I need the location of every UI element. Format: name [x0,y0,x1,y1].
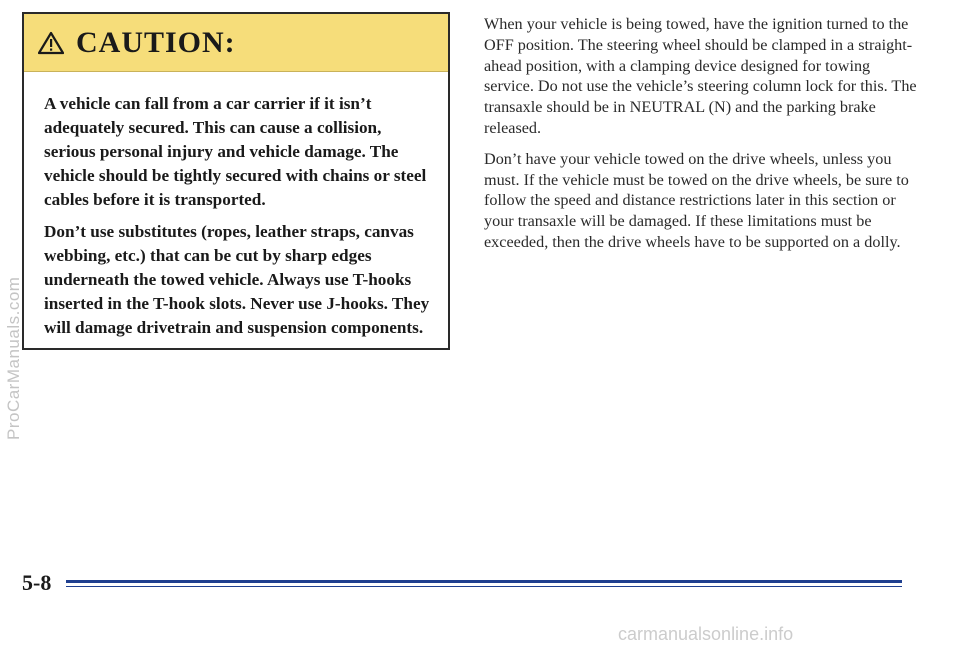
warning-triangle-icon [38,31,64,55]
caution-box [22,12,450,350]
caution-paragraph-2: Don’t use substitutes (ropes, leather straps, canvas webbing, etc.) that can be cut by sharp edges underneath the towed vehicle. Always use T-hooks inserted in the T-hook slots. Never use J-hooks. They will damage drivetrain and suspension components. [44,222,430,337]
bottom-watermark: carmanualsonline.info [618,624,794,644]
caution-title: CAUTION: [76,25,236,59]
towing-ignition-paragraph: When your vehicle is being towed, have the ignition turned to the OFF position. The steering wheel should be clamped in a straight-ahead position, with a clamping device designed for towing service. Do not use the vehicle’s steering column lock for this. The transaxle should be in NEUTRAL (N) and the parking brake released. [484,15,917,137]
side-watermark: ProCarManuals.com [4,276,23,440]
body-text-column [484,14,924,263]
caution-paragraph-1: A vehicle can fall from a car carrier if it isn’t adequately secured. This can cause a collision, serious personal injury and vehicle damage. The vehicle should be tightly secured with chains or steel cables before it is transported. [44,94,427,209]
caution-body [24,72,448,340]
footer-rule-thin [66,586,902,587]
footer-rule-thick [66,580,902,583]
page-number: 5-8 [22,570,52,595]
towing-drive-wheels-paragraph: Don’t have your vehicle towed on the drive wheels, unless you must. If the vehicle must be towed on the drive wheels, be sure to follow the speed and distance restrictions later in this section or your transaxle will be damaged. If these limitations must be exceeded, then the drive wheels have to be supported on a dolly. [484,149,909,251]
caution-header [24,14,448,72]
